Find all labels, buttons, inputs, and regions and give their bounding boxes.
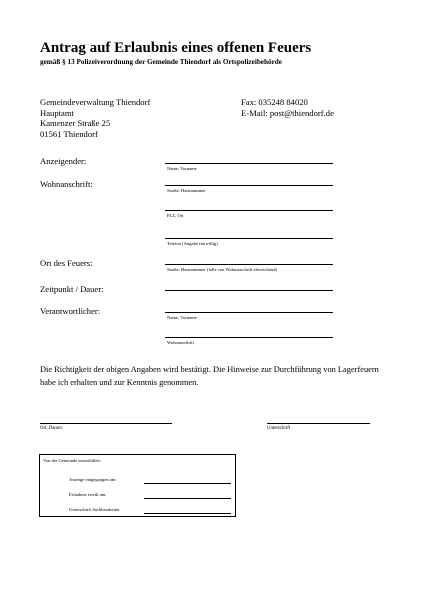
city-field[interactable] bbox=[165, 210, 333, 211]
residence-label: Wohnanschrift: bbox=[40, 179, 93, 189]
fire-location-field[interactable] bbox=[165, 264, 333, 265]
statement-line-2: habe ich erhalten und zur Kenntnis genommen. bbox=[40, 377, 199, 387]
applicant-label: Anzeigender: bbox=[40, 156, 87, 166]
fire-location-hint: Straße, Hausnummer (falls von Wohnanschrift abweichend) bbox=[167, 267, 278, 272]
time-duration-label: Zeitpunkt / Dauer: bbox=[40, 284, 104, 294]
signature-field[interactable] bbox=[267, 423, 370, 424]
address-line-1: Gemeindeverwaltung Thiendorf bbox=[40, 97, 151, 107]
time-duration-field[interactable] bbox=[165, 290, 333, 291]
office-use-box bbox=[39, 454, 236, 517]
city-hint: PLZ, Ort bbox=[167, 213, 184, 218]
form-subtitle: gemäß § 13 Polizeiverordnung der Gemeinde Thiendorf als Ortspolizeibehörde bbox=[40, 58, 282, 66]
permit-date-label: Erlaubnis erteilt am: bbox=[69, 492, 107, 497]
place-date-hint: Ort, Datum bbox=[40, 426, 62, 431]
permit-date-field[interactable] bbox=[144, 498, 231, 499]
responsible-name-field[interactable] bbox=[165, 312, 333, 313]
responsible-address-hint: Wohnanschrift bbox=[167, 340, 194, 345]
applicant-name-field[interactable] bbox=[165, 163, 333, 164]
signature-hint: Unterschrift bbox=[267, 426, 291, 431]
applicant-name-hint: Name, Vorname bbox=[167, 166, 197, 171]
place-date-field[interactable] bbox=[40, 423, 172, 424]
office-use-title: Von der Gemeinde auszufüllen: bbox=[43, 458, 101, 463]
street-hint: Straße, Hausnummer bbox=[167, 188, 206, 193]
fire-location-label: Ort des Feuers: bbox=[40, 258, 93, 268]
received-date-field[interactable] bbox=[144, 483, 231, 484]
address-line-3: Kamenzer Straße 25 bbox=[40, 118, 111, 129]
phone-field[interactable] bbox=[165, 238, 333, 239]
form-title: Antrag auf Erlaubnis eines offenen Feuers bbox=[40, 40, 312, 56]
responsible-address-field[interactable] bbox=[165, 337, 333, 338]
email-address: E-Mail: post@thiendorf.de bbox=[241, 107, 334, 118]
clerk-signature-label: Unterschrift Sachbearbeiter bbox=[69, 507, 120, 512]
phone-hint: Telefon (Angabe freiwillig) bbox=[167, 241, 218, 246]
clerk-signature-field[interactable] bbox=[144, 513, 231, 514]
address-line-2: Hauptamt bbox=[40, 107, 74, 118]
address-line-4: 01561 Thiendorf bbox=[40, 128, 98, 139]
statement-line-1: Die Richtigkeit der obigen Angaben wird bestätigt. Die Hinweise zur Durchführung von Lagerfeuern bbox=[40, 365, 379, 374]
responsible-name-hint: Name, Vorname bbox=[167, 315, 197, 320]
street-field[interactable] bbox=[165, 185, 333, 186]
received-date-label: Anzeige eingegangen am: bbox=[69, 477, 117, 482]
responsible-label: Verantwortlicher: bbox=[40, 306, 101, 316]
fax-number: Fax: 035248 84020 bbox=[241, 97, 308, 107]
confirmation-statement bbox=[40, 364, 379, 389]
